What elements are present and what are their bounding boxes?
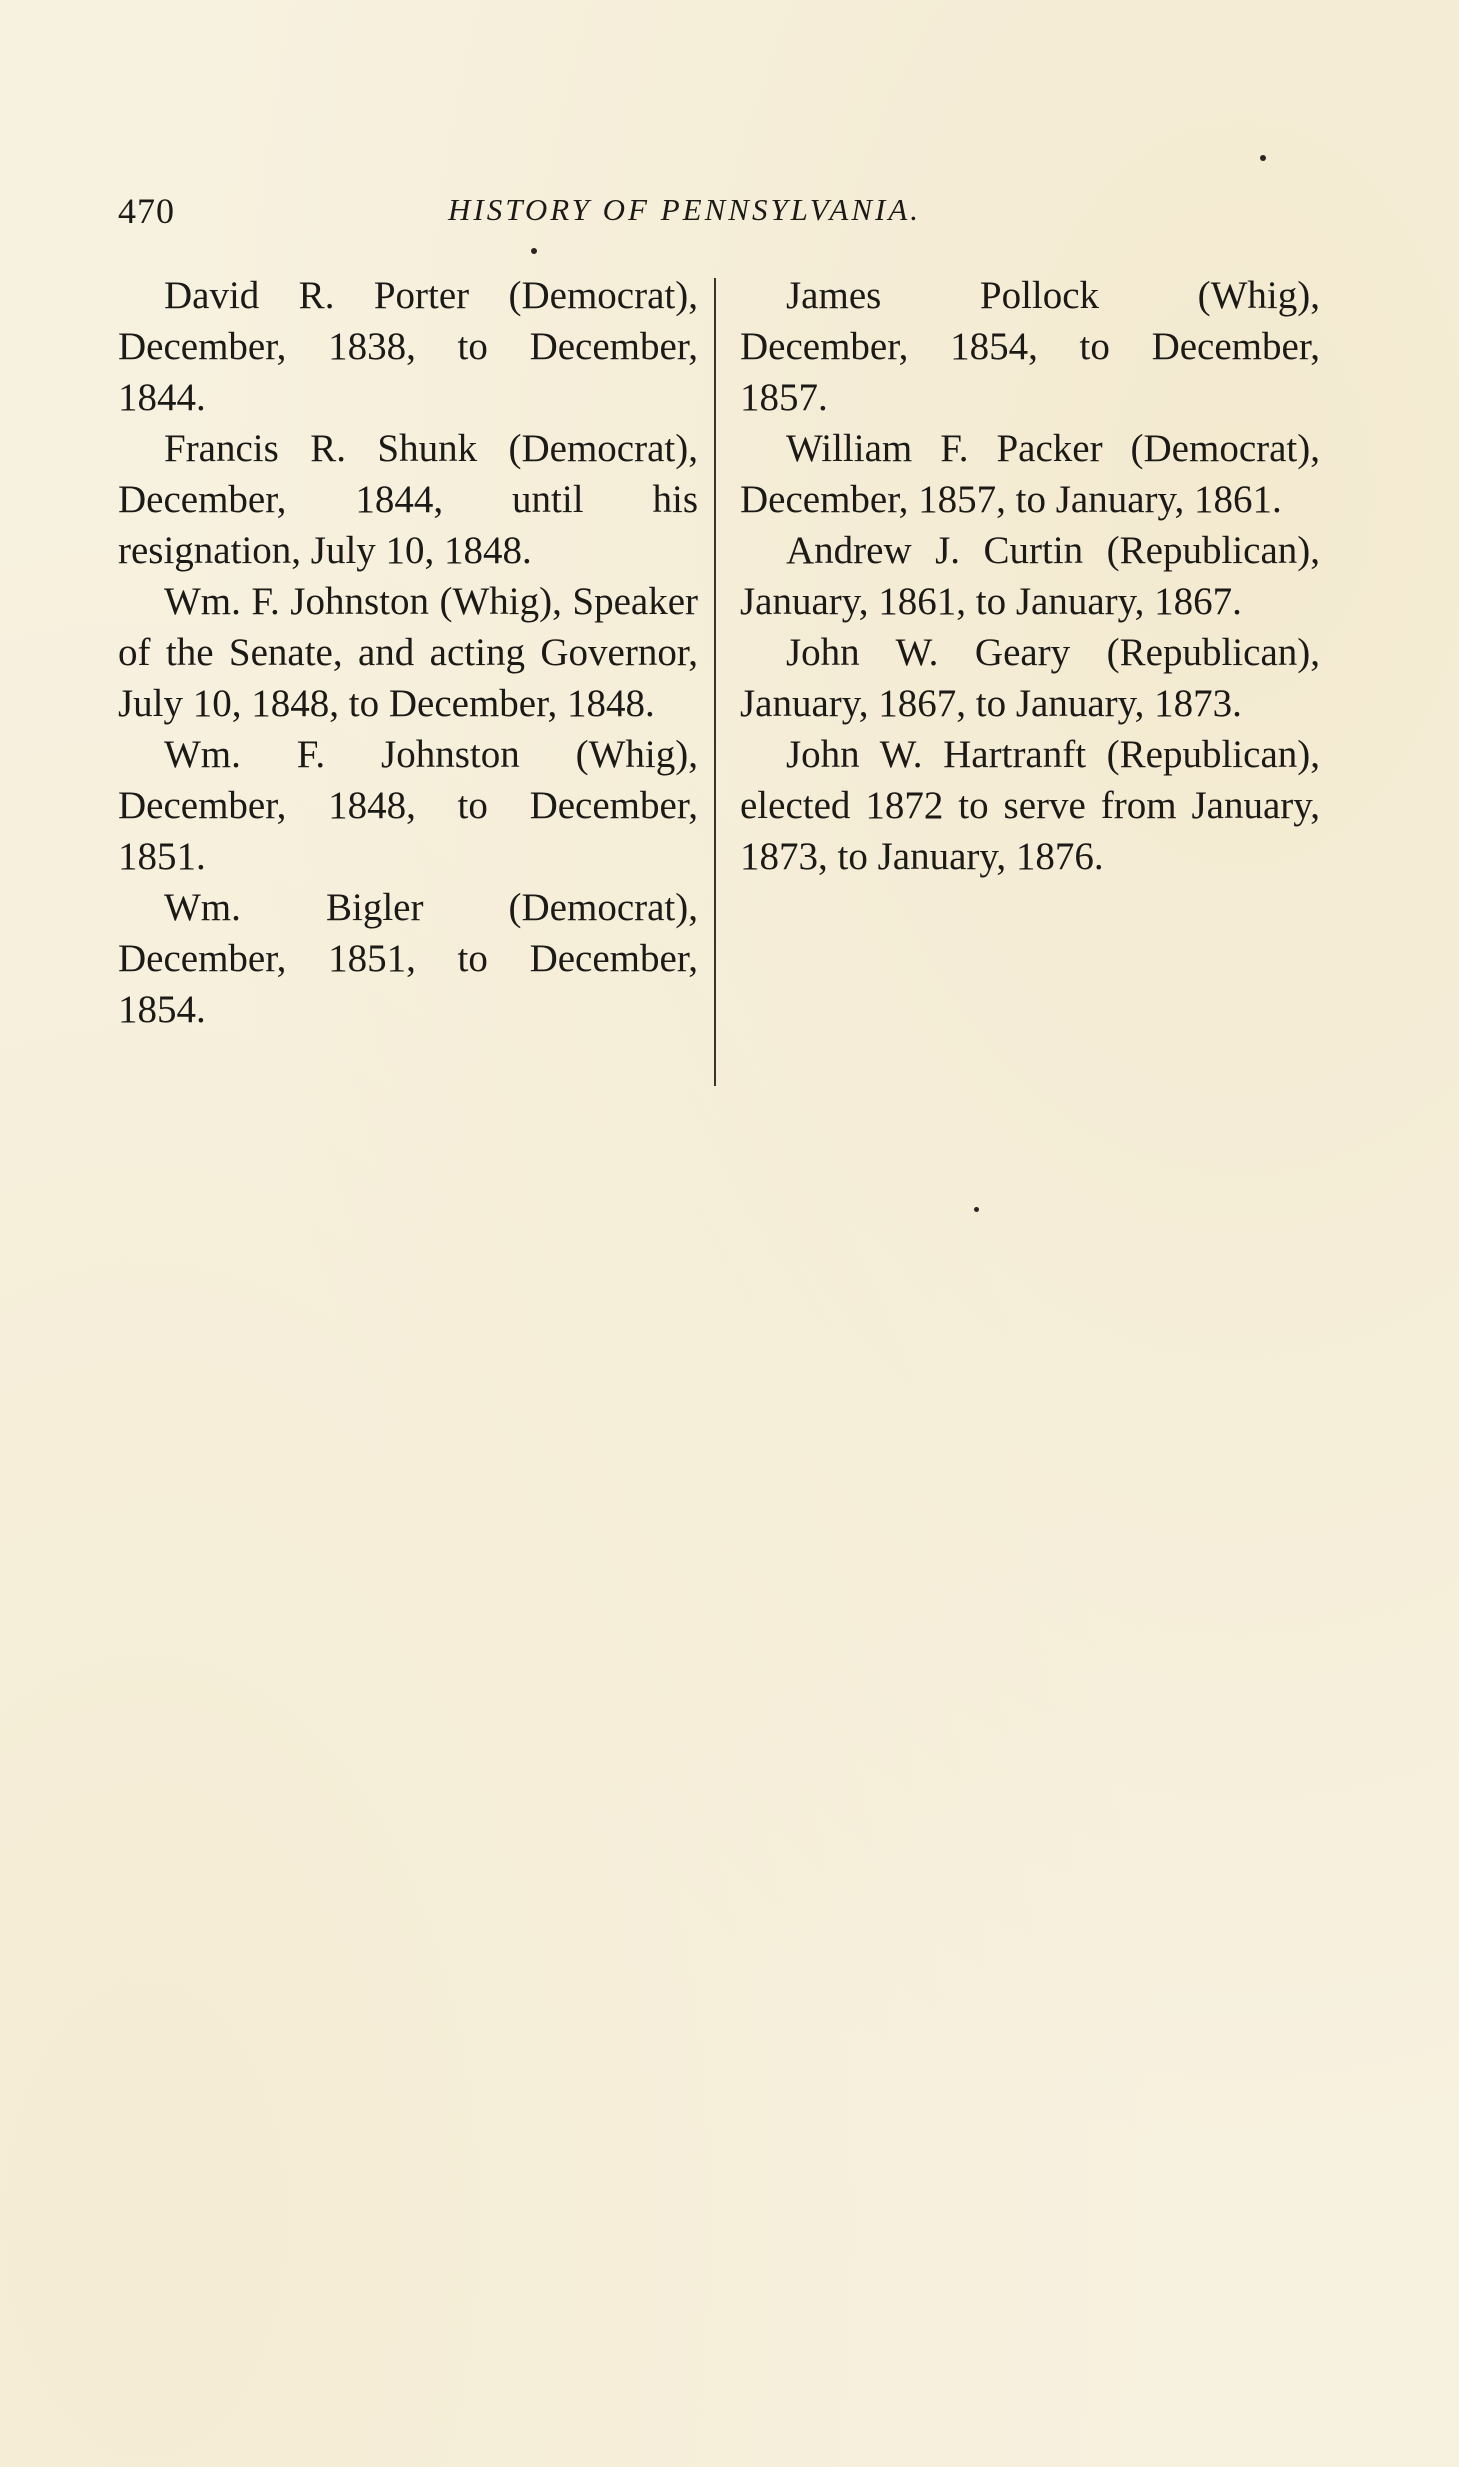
- governor-entry: James Pollock (Whig), December, 1854, to December, 1857.: [740, 274, 1320, 419]
- column-divider: [714, 278, 716, 1086]
- governor-entry: Andrew J. Curtin (Republican), January, 1861, to January, 1867.: [740, 529, 1320, 623]
- governor-entry: William F. Packer (Democrat), December, 1857, to January, 1861.: [740, 427, 1320, 521]
- governor-entry: John W. Geary (Republican), January, 1867, to January, 1873.: [740, 631, 1320, 725]
- page-number: 470: [118, 191, 175, 231]
- left-column: [118, 270, 698, 1035]
- governor-entry: John W. Hartranft (Republican), elected 1872 to serve from January, 1873, to January, 1876.: [740, 733, 1320, 878]
- governor-entry: David R. Porter (Democrat), December, 1838, to December, 1844.: [118, 274, 698, 419]
- governor-entry: Francis R. Shunk (Democrat), December, 1844, until his resignation, July 10, 1848.: [118, 427, 698, 572]
- page-header: [118, 190, 1318, 240]
- governor-entry: Wm. F. Johnston (Whig), December, 1848, to December, 1851.: [118, 733, 698, 878]
- right-column: [740, 270, 1320, 882]
- governor-entry: Wm. Bigler (Democrat), December, 1851, to December, 1854.: [118, 886, 698, 1031]
- ornament-dot: [974, 1207, 979, 1212]
- ornament-dot: [531, 248, 537, 254]
- governor-entry: Wm. F. Johnston (Whig), Speaker of the Senate, and acting Governor, July 10, 1848, to December, 1848.: [118, 580, 698, 725]
- ornament-dot: [1260, 155, 1266, 161]
- running-title: HISTORY OF PENNSYLVANIA.: [448, 192, 922, 227]
